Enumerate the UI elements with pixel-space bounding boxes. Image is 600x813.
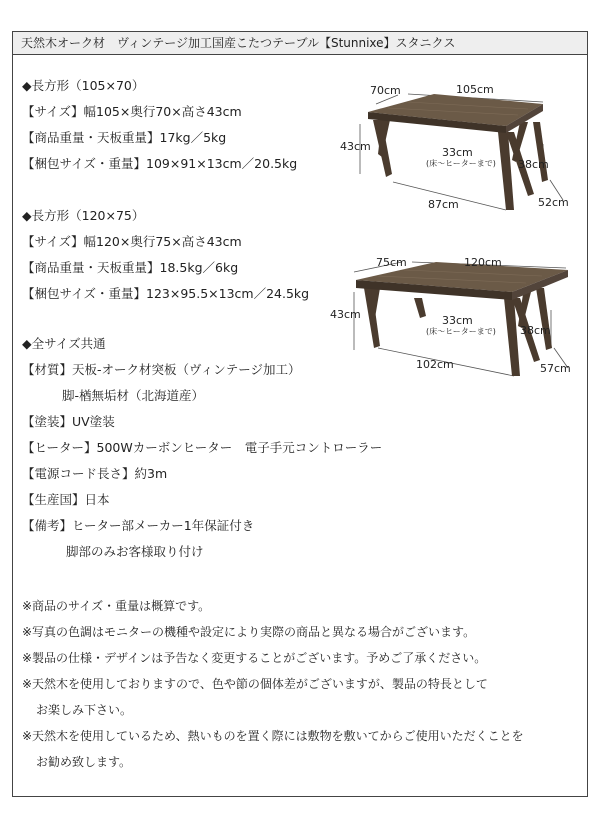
note-spec-change: ※製品の仕様・デザインは予告なく変更することがございます。予めご了承ください。 <box>22 651 487 665</box>
dim-height-label: 43cm <box>340 140 371 153</box>
dim-leg-height-label: 38cm <box>518 158 549 171</box>
section2-size: 【サイズ】幅120×奥行75×高さ43cm <box>22 234 242 249</box>
dim-leg-span-long-label: 87cm <box>428 198 459 211</box>
table-diagram-120 <box>330 252 580 382</box>
dim-leg-span-short-label: 57cm <box>540 362 571 375</box>
dim-width-label: 120cm <box>464 256 502 269</box>
section2-package: 【梱包サイズ・重量】123×95.5×13cm／24.5kg <box>22 286 310 301</box>
common-remarks-assembly: 脚部のみお客様取り付け <box>66 544 204 559</box>
common-finish: 【塗装】UV塗装 <box>22 414 115 429</box>
dim-width-label: 105cm <box>456 83 494 96</box>
common-origin: 【生産国】日本 <box>22 492 110 507</box>
dim-clearance-label: 33cm <box>442 146 473 159</box>
section1-package: 【梱包サイズ・重量】109×91×13cm／20.5kg <box>22 156 298 171</box>
common-heater: 【ヒーター】500Wカーボンヒーター 電子手元コントローラー <box>22 440 383 455</box>
common-material: 【材質】天板-オーク材突板（ヴィンテージ加工） <box>22 362 301 377</box>
common-material-legs: 脚-楢無垢材（北海道産） <box>62 388 205 403</box>
note-natural-wood-cont: お楽しみ下さい。 <box>36 703 133 717</box>
dim-leg-span-long-label: 102cm <box>416 358 454 371</box>
common-cord: 【電源コード長さ】約3m <box>22 466 168 481</box>
section2-weight: 【商品重量・天板重量】18.5kg／6kg <box>22 260 239 275</box>
section2-heading: ◆長方形（120×75） <box>22 208 145 223</box>
section1-weight: 【商品重量・天板重量】17kg／5kg <box>22 130 227 145</box>
section1-size: 【サイズ】幅105×奥行70×高さ43cm <box>22 104 242 119</box>
dim-depth-label: 75cm <box>376 256 407 269</box>
page-title: 天然木オーク材 ヴィンテージ加工国産こたつテーブル【Stunnixe】スタニクス <box>12 31 588 55</box>
dim-clearance-note: (床〜ヒーターまで) <box>426 327 496 336</box>
dim-leg-height-label: 38cm <box>520 324 551 337</box>
note-hot-items-cont: お勧め致します。 <box>36 755 132 769</box>
note-natural-wood: ※天然木を使用しておりますので、色や節の個体差がございますが、製品の特長として <box>22 677 488 691</box>
dim-height-label: 43cm <box>330 308 361 321</box>
note-color-tone: ※写真の色調はモニターの機種や設定により実際の商品と異なる場合がございます。 <box>22 625 476 639</box>
dim-leg-span-short-label: 52cm <box>538 196 569 209</box>
section1-heading: ◆長方形（105×70） <box>22 78 145 93</box>
common-remarks: 【備考】ヒーター部メーカー1年保証付き <box>22 518 255 533</box>
dim-depth-label: 70cm <box>370 84 401 97</box>
table-diagram-105 <box>338 82 578 217</box>
dim-clearance-note: (床〜ヒーターまで) <box>426 159 496 168</box>
common-heading: ◆全サイズ共通 <box>22 336 106 351</box>
note-hot-items: ※天然木を使用しているため、熱いものを置く際には敷物を敷いてからご使用いただくことを <box>22 729 524 743</box>
note-size-approx: ※商品のサイズ・重量は概算です。 <box>22 599 211 613</box>
dim-clearance-label: 33cm <box>442 314 473 327</box>
